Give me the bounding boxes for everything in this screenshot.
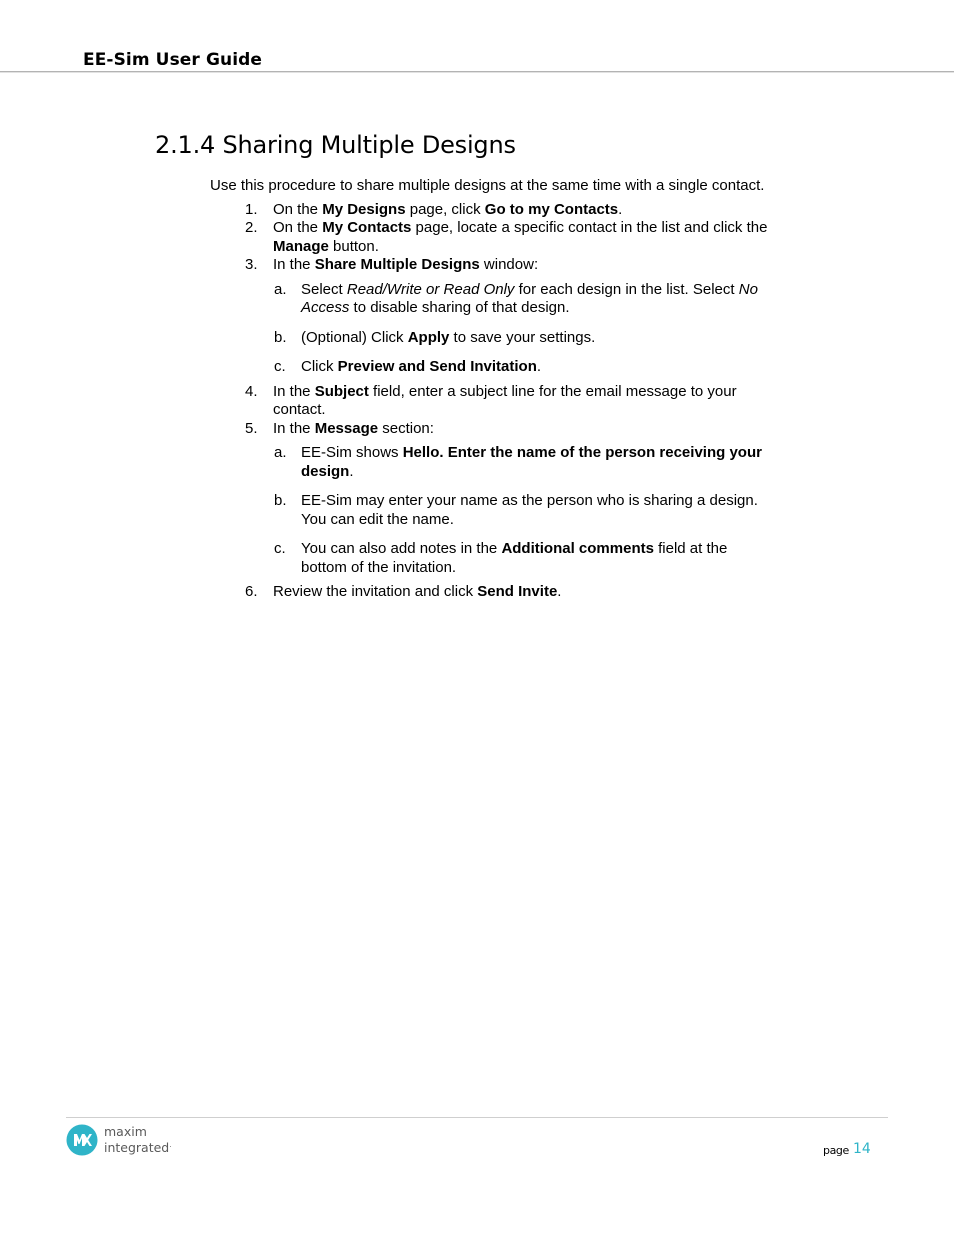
step-text: to disable sharing of that design. [349,299,570,316]
ui-term: Preview and Send Invitation [337,358,537,375]
step-5a [210,444,770,481]
ui-term: Additional comments [501,540,654,557]
header-divider-shadow [0,72,954,73]
ui-term: Subject [314,382,369,400]
step-text: On the [273,219,323,236]
document-title: EE-Sim User Guide [83,50,263,70]
step-text: EE-Sim may enter your name as the person who is sharing a design. You can edit the name. [301,492,758,528]
maxim-logo-icon [66,1124,98,1156]
step-number: 6. [245,583,258,600]
brand-wordmark [104,1125,171,1154]
step-number: 5. [245,419,258,437]
page-number: 14 [853,1141,871,1157]
step-4 [210,383,770,420]
step-text: Review the invitation and click [273,583,478,600]
step-text: EE-Sim shows [301,444,403,461]
brand-line-1: maxim [104,1124,147,1139]
step-3b [210,329,770,348]
intro-paragraph: Use this procedure to share multiple designs at the same time with a single contact. [210,177,765,194]
step-text: (Optional) Click [301,328,408,346]
step-text: On the [273,200,323,218]
step-text: button. [328,237,379,255]
substep-letter: a. [274,280,287,298]
brand-line-2: integrated [104,1139,170,1155]
step-5 [210,420,770,439]
step-number: 2. [245,219,258,236]
step-text: section: [378,419,434,437]
step-text: . [618,200,623,218]
step-5b [210,492,770,529]
step-2 [210,219,770,256]
ui-term: Share Multiple Designs [314,256,480,273]
footer-divider [66,1117,888,1118]
step-text: Select [301,280,347,298]
substep-letter: a. [274,444,287,461]
step-3 [210,256,770,275]
option-term: No Access [301,280,758,316]
step-text: . [536,358,542,375]
section-heading: 2.1.4 Sharing Multiple Designs [155,131,516,159]
step-6 [210,583,770,602]
step-text: for each design in the list. Select [514,280,739,298]
step-text: Click [301,358,338,375]
step-text: . [349,462,354,480]
ui-term: Go to my Contacts [484,200,619,218]
ui-term: Hello. Enter the name of the person receiving your design [301,444,762,480]
step-text: In the [273,256,315,273]
step-text: page, locate a specific contact in the list and click the [411,219,768,236]
step-5c [210,540,770,577]
step-number: 1. [245,200,258,218]
step-number: 4. [245,382,258,400]
step-text: field, enter a subject line for the email message to your contact. [273,382,737,418]
substep-letter: c. [274,358,286,375]
step-number: 3. [245,256,258,273]
step-text: In the [273,419,315,437]
step-text: . [557,583,562,600]
step-text: to save your settings. [449,328,596,346]
brand-mark: . [169,1140,172,1149]
ui-term: Message [314,419,379,437]
ui-term: Manage [273,237,329,255]
step-3c [210,358,770,377]
step-text: You can also add notes in the [301,540,502,557]
section-body [210,177,770,602]
ui-term: My Designs [322,200,406,218]
step-text: page, click [405,200,485,218]
substep-letter: b. [274,492,287,509]
step-3a [210,281,770,318]
option-term: Read/Write or Read Only [346,280,515,298]
substep-letter: b. [274,328,287,346]
step-1 [210,201,770,220]
substep-letter: c. [274,540,286,557]
step-text: field at the bottom of the invitation. [301,540,728,576]
step-text: In the [273,382,315,400]
page-label: page [823,1144,849,1157]
ui-term: Apply [407,328,450,346]
ui-term: My Contacts [322,219,412,236]
step-text: window: [479,256,539,273]
ui-term: Send Invite [477,583,558,600]
